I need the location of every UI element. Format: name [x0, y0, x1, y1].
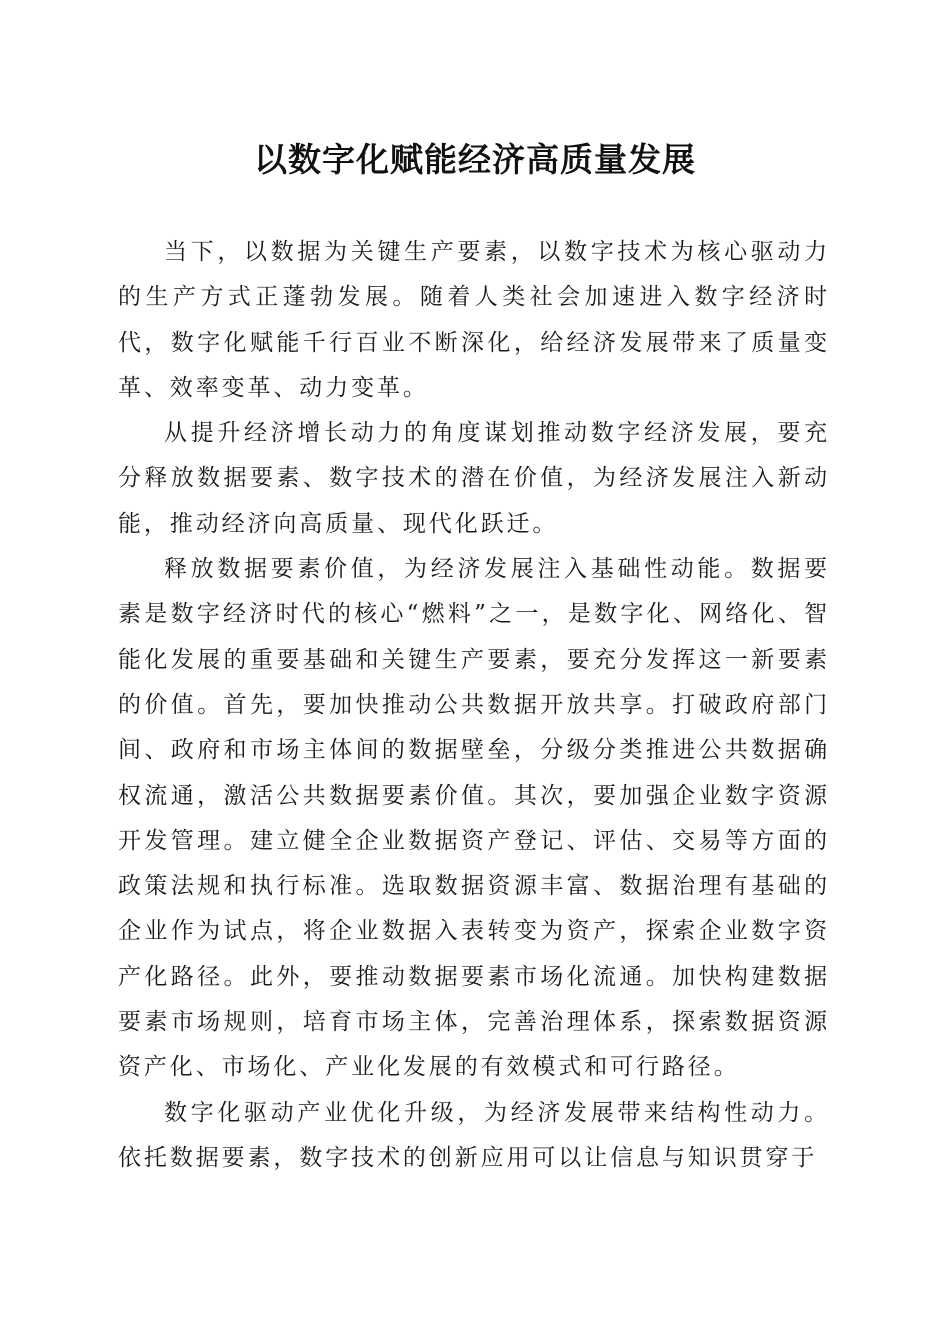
document-title: 以数字化赋能经济高质量发展 [254, 140, 696, 179]
paragraph-3: 释放数据要素价值，为经济发展注入基础性动能。数据要素是数字经济时代的核心“燃料”之一，是数字化、网络化、智能化发展的重要基础和关键生产要素，要充分发挥这一新要素的价值。首先，要加快推动公共数据开放共享。打破政府部门间、政府和市场主体间的数据壁垒，分级分类推进公共数据确权流通，激活公共数据要素价值。其次，要加强企业数字资源开发管理。建立健全企业数据资产登记、评估、交易等方面的政策法规和执行标准。选取数据资源丰富、数据治理有基础的企业作为试点，将企业数据入表转变为资产，探索企业数字资产化路径。此外，要推动数据要素市场化流通。加快构建数据要素市场规则，培育市场主体，完善治理体系，探索数据资源资产化、市场化、产业化发展的有效模式和可行路径。 [118, 556, 830, 1081]
paragraph-2: 从提升经济增长动力的角度谋划推动数字经济发展，要充分释放数据要素、数字技术的潜在价值，为经济发展注入新动能，推动经济向高质量、现代化跃迁。 [118, 420, 830, 537]
document-body [118, 230, 830, 1181]
paragraph-1: 当下，以数据为关键生产要素，以数字技术为核心驱动力的生产方式正蓬勃发展。随着人类社会加速进入数字经济时代，数字化赋能千行百业不断深化，给经济发展带来了质量变革、效率变革、动力变革。 [118, 239, 830, 401]
paragraph-4: 数字化驱动产业优化升级，为经济发展带来结构性动力。依托数据要素，数字技术的创新应用可以让信息与知识贯穿于 [118, 1099, 830, 1171]
